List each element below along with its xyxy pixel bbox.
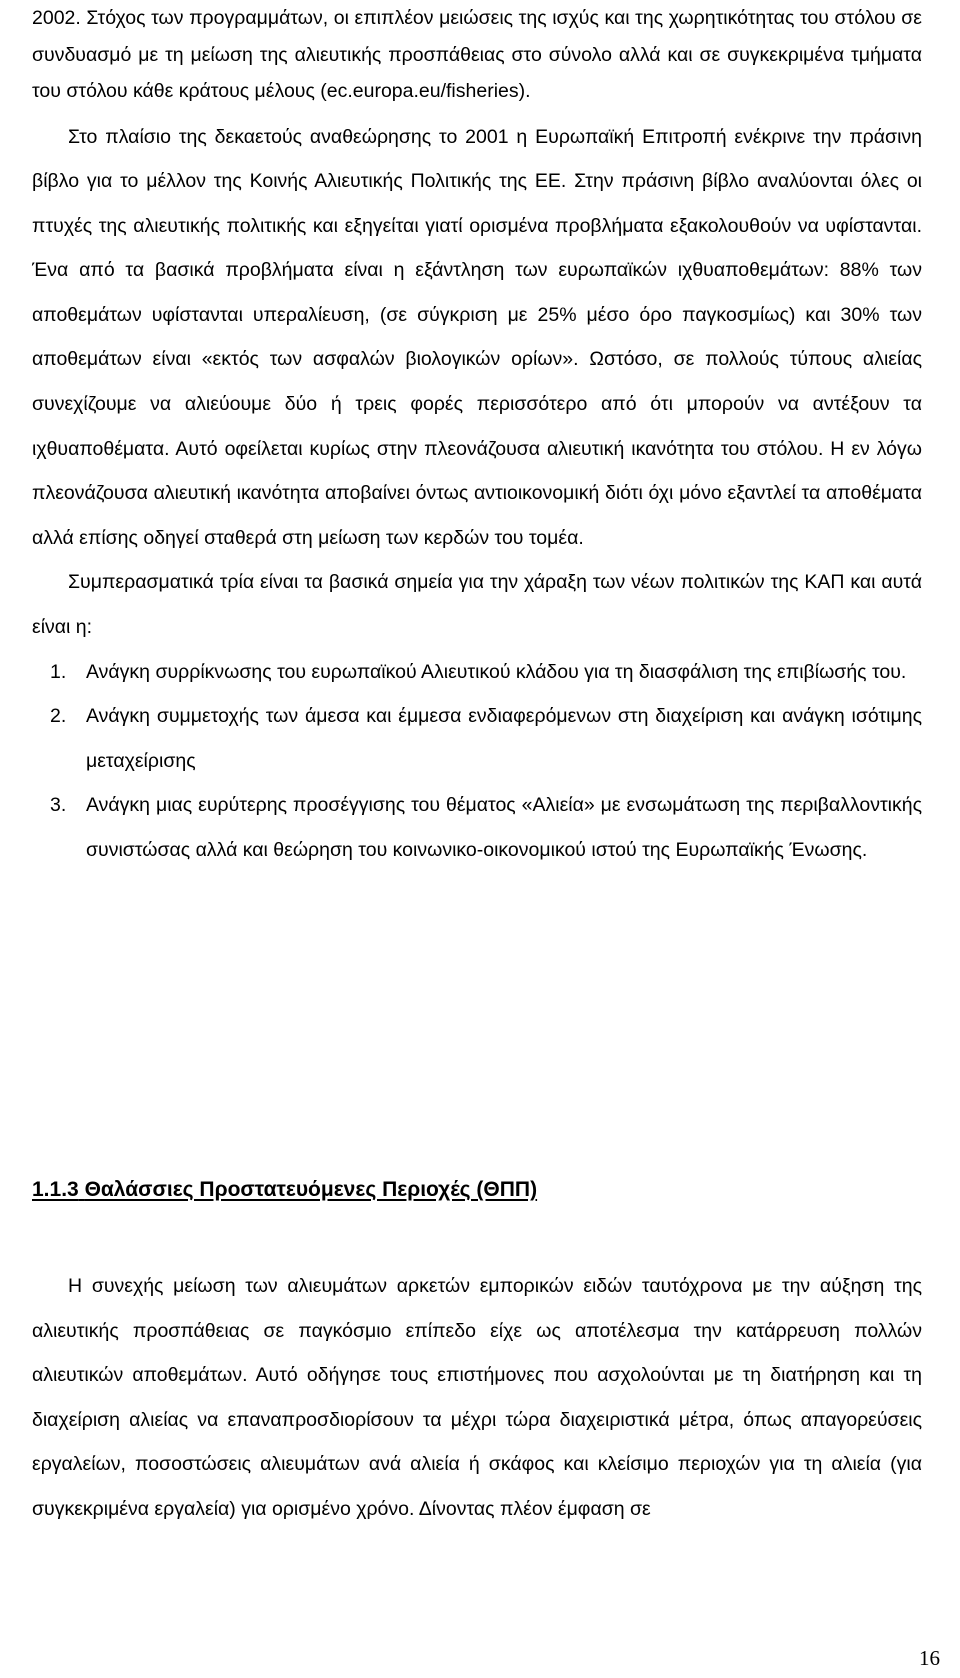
list-item-text: Ανάγκη συμμετοχής των άμεσα και έμμεσα ενδιαφερόμενων στη διαχείριση και ανάγκη ισότιμης μεταχείρισης <box>86 705 922 772</box>
list-item-text: Ανάγκη μιας ευρύτερης προσέγγισης του θέματος «Αλιεία» με ενσωμάτωση της περιβαλλοντικής συνιστώσας αλλά και θεώρηση του κοινωνικο-οικονομικού ιστού της Ευρωπαϊκής Ένωσης. <box>86 794 922 861</box>
list-item <box>32 783 922 872</box>
body-paragraph-1: Στο πλαίσιο της δεκαετούς αναθεώρησης το 2001 η Ευρωπαϊκή Επιτροπή ενέκρινε την πράσινη βίβλο για το μέλλον της Κοινής Αλιευτικής Πολιτικής της ΕΕ. Στην πράσινη βίβλο αναλύονται όλες οι πτυχές της αλιευτικής πολιτικής και εξηγείται γιατί ορισμένα προβλήματα εξακολουθούν να υφίστανται. Ένα από τα βασικά προβλήματα είναι η εξάντληση των ευρωπαϊκών ιχθυαποθεμάτων: 88% των αποθεμάτων υφίστανται υπεραλίευση, (σε σύγκριση με 25% μέσο όρο παγκοσμίως) και 30% των αποθεμάτων είναι «εκτός των ασφαλών βιολογικών ορίων». Ωστόσο, σε πολλούς τύπους αλιείας συνεχίζουμε να αλιεύουμε δύο ή τρεις φορές περισσότερο από ότι μπορούν να αντέξουν τα ιχθυαποθέματα. Αυτό οφείλεται κυρίως στην πλεονάζουσα αλιευτική ικανότητα του στόλου. Η εν λόγω πλεονάζουσα αλιευτική ικανότητα αποβαίνει όντως αντιοικονομική διότι όχι μόνο εξαντλεί τα αποθέματα αλλά επίσης οδηγεί σταθερά στη μείωση των κερδών του τομέα. <box>32 125 922 549</box>
page-number: 16 <box>919 1646 940 1670</box>
body-paragraph-2: Συμπερασματικά τρία είναι τα βασικά σημεία για την χάραξη των νέων πολιτικών της ΚΑΠ και αυτά είναι η: <box>32 571 922 639</box>
needs-list <box>32 650 922 873</box>
document-page <box>32 0 922 873</box>
list-item-text: Ανάγκη συρρίκνωσης του ευρωπαϊκού Αλιευτικού κλάδου για τη διασφάλιση της επιβίωσής του. <box>86 660 907 683</box>
list-item-number: 3. <box>50 794 67 817</box>
section-title: Θαλάσσιες Προστατευόμενες Περιοχές (ΘΠΠ) <box>84 1178 538 1201</box>
intro-paragraph: 2002. Στόχος των προγραμμάτων, οι επιπλέον μειώσεις της ισχύς και της χωρητικότητας του στόλου σε συνδυασμό με τη μείωση της αλιευτικής προσπάθειας στο σύνολο αλλά και σε συγκεκριμένα τμήματα του στόλου κάθε κράτους μέλους (ec.europa.eu/fisheries). <box>32 7 922 102</box>
section-body <box>32 1264 922 1532</box>
list-item <box>32 650 922 695</box>
section-number: 1.1.3 <box>32 1178 79 1201</box>
section-paragraph: Η συνεχής μείωση των αλιευμάτων αρκετών εμπορικών ειδών ταυτόχρονα με την αύξηση της αλιευτικής προσπάθειας σε παγκόσμιο επίπεδο είχε ως αποτέλεσμα την κατάρρευση πολλών αλιευτικών αποθεμάτων. Αυτό οδήγησε τους επιστήμονες που ασχολούνται με τη διατήρηση και τη διαχείριση αλιείας να επαναπροσδιορίσουν τα μέχρι τώρα διαχειριστικά μέτρα, όπως απαγορεύσεις εργαλείων, ποσοστώσεις αλιευμάτων ανά αλιεία ή σκάφος και κλείσιμο περιοχών για τη αλιεία (για συγκεκριμένα εργαλεία) για ορισμένο χρόνο. Δίνοντας πλέον έμφαση σε <box>32 1275 922 1520</box>
section-heading <box>32 1178 537 1202</box>
list-item-number: 1. <box>50 660 67 683</box>
list-item <box>32 694 922 783</box>
list-item-number: 2. <box>50 705 67 728</box>
